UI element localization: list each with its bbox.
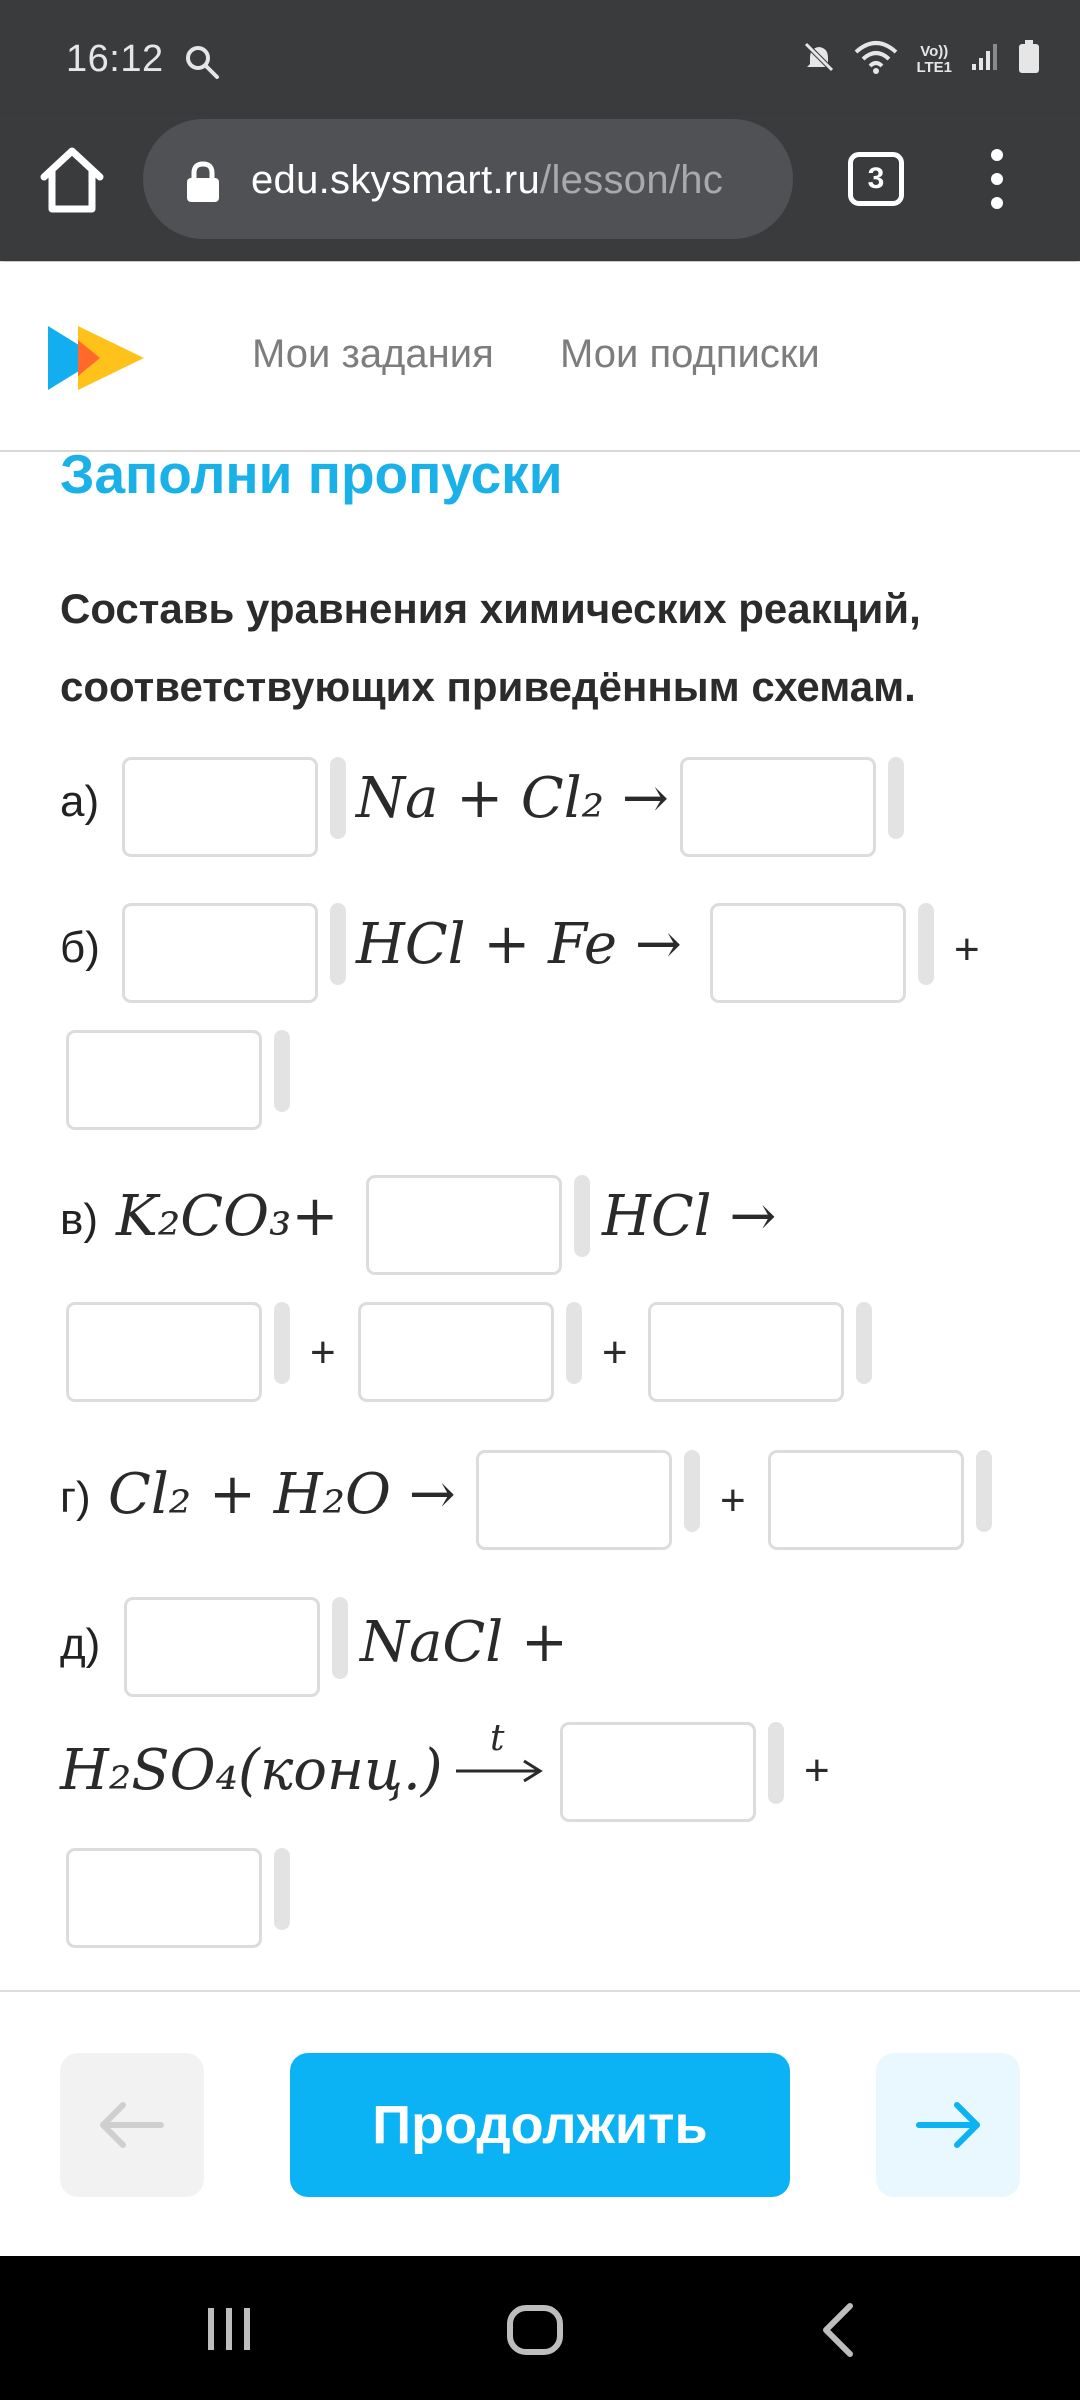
search-icon <box>184 44 220 85</box>
equation-a-formula: Na + Cl₂ → <box>356 766 669 831</box>
blank-d-1[interactable] <box>124 1597 320 1697</box>
drag-handle[interactable] <box>274 1848 290 1930</box>
blank-b-3[interactable] <box>66 1030 262 1130</box>
url-domain: edu.skysmart.ru <box>251 158 541 202</box>
plus-sign: + <box>954 925 980 974</box>
home-button[interactable] <box>38 145 106 215</box>
next-button[interactable] <box>876 2053 1020 2197</box>
blank-v-4[interactable] <box>648 1302 844 1402</box>
mute-icon <box>802 40 836 79</box>
arrow-right-icon <box>913 2100 983 2150</box>
site-header <box>0 262 1080 452</box>
battery-icon <box>1018 40 1040 79</box>
equation-b-formula: HCl + Fe → <box>356 912 682 977</box>
menu-dot <box>991 197 1003 209</box>
drag-handle[interactable] <box>566 1302 582 1384</box>
status-time: 16:12 <box>66 38 164 80</box>
drag-handle[interactable] <box>330 903 346 985</box>
system-nav-bar <box>0 2256 1080 2400</box>
url-path: /lesson/hc <box>540 158 724 202</box>
more-menu-button[interactable] <box>980 149 1014 209</box>
status-icons <box>802 40 1040 79</box>
menu-dot <box>991 149 1003 161</box>
equation-d-formula-2: H₂SO₄(конц.) <box>60 1738 443 1803</box>
blank-d-3[interactable] <box>66 1848 262 1948</box>
status-bar <box>0 0 1080 115</box>
url-bar[interactable] <box>143 119 793 239</box>
back-nav-icon[interactable] <box>820 2302 856 2363</box>
drag-handle[interactable] <box>918 903 934 985</box>
plus-sign: + <box>804 1746 830 1795</box>
blank-b-1[interactable] <box>122 903 318 1003</box>
skysmart-logo[interactable] <box>48 322 148 399</box>
wifi-icon <box>854 40 898 79</box>
equation-v-prefix: K₂CO₃+ <box>116 1184 339 1249</box>
drag-handle[interactable] <box>574 1175 590 1257</box>
lock-icon <box>185 161 221 208</box>
task-title: Заполни пропуски <box>60 443 563 505</box>
drag-handle[interactable] <box>976 1450 992 1532</box>
drag-handle[interactable] <box>888 757 904 839</box>
drag-handle[interactable] <box>274 1030 290 1112</box>
blank-v-1[interactable] <box>366 1175 562 1275</box>
equation-d-label: д) <box>60 1620 101 1669</box>
drag-handle[interactable] <box>768 1722 784 1804</box>
drag-handle[interactable] <box>856 1302 872 1384</box>
drag-handle[interactable] <box>274 1302 290 1384</box>
blank-v-3[interactable] <box>358 1302 554 1402</box>
nav-my-subscriptions[interactable]: Мои подписки <box>560 332 820 376</box>
equation-a-label: а) <box>60 777 100 826</box>
equation-g-formula: Cl₂ + H₂O → <box>108 1462 456 1527</box>
menu-dot <box>991 173 1003 185</box>
blank-v-2[interactable] <box>66 1302 262 1402</box>
footer-divider <box>0 1990 1080 1992</box>
recent-apps-icon[interactable] <box>204 2304 256 2359</box>
equation-g-label: г) <box>60 1473 91 1522</box>
blank-a-2[interactable] <box>680 757 876 857</box>
task-description: Составь уравнения химических реакций, соответствующих приведённым схемам. <box>60 585 921 710</box>
plus-sign: + <box>720 1476 746 1525</box>
signal-icon <box>970 42 1000 77</box>
blank-g-2[interactable] <box>768 1450 964 1550</box>
drag-handle[interactable] <box>330 757 346 839</box>
browser-toolbar <box>0 115 1080 261</box>
url-text <box>251 158 723 203</box>
tab-switcher-button[interactable]: 3 <box>848 152 904 206</box>
home-nav-icon[interactable] <box>506 2304 564 2361</box>
equation-v-formula: HCl → <box>602 1184 777 1249</box>
drag-handle[interactable] <box>684 1450 700 1532</box>
equation-b-label: б) <box>60 923 100 972</box>
home-icon <box>38 145 106 215</box>
equation-d-formula-1: NaCl + <box>360 1610 568 1675</box>
continue-button[interactable]: Продолжить <box>290 2053 790 2197</box>
blank-g-1[interactable] <box>476 1450 672 1550</box>
arrow-left-icon <box>97 2100 167 2150</box>
previous-button[interactable] <box>60 2053 204 2197</box>
blank-a-1[interactable] <box>122 757 318 857</box>
equation-v-label: в) <box>60 1195 99 1244</box>
blank-b-2[interactable] <box>710 903 906 1003</box>
drag-handle[interactable] <box>332 1597 348 1679</box>
plus-sign: + <box>602 1328 628 1377</box>
plus-sign: + <box>310 1328 336 1377</box>
nav-my-tasks[interactable]: Мои задания <box>252 332 494 376</box>
arrow-label: t <box>490 1718 505 1759</box>
reaction-arrow <box>454 1756 544 1791</box>
network-label: Vo)) LTE1 <box>916 42 952 76</box>
blank-d-2[interactable] <box>560 1722 756 1822</box>
